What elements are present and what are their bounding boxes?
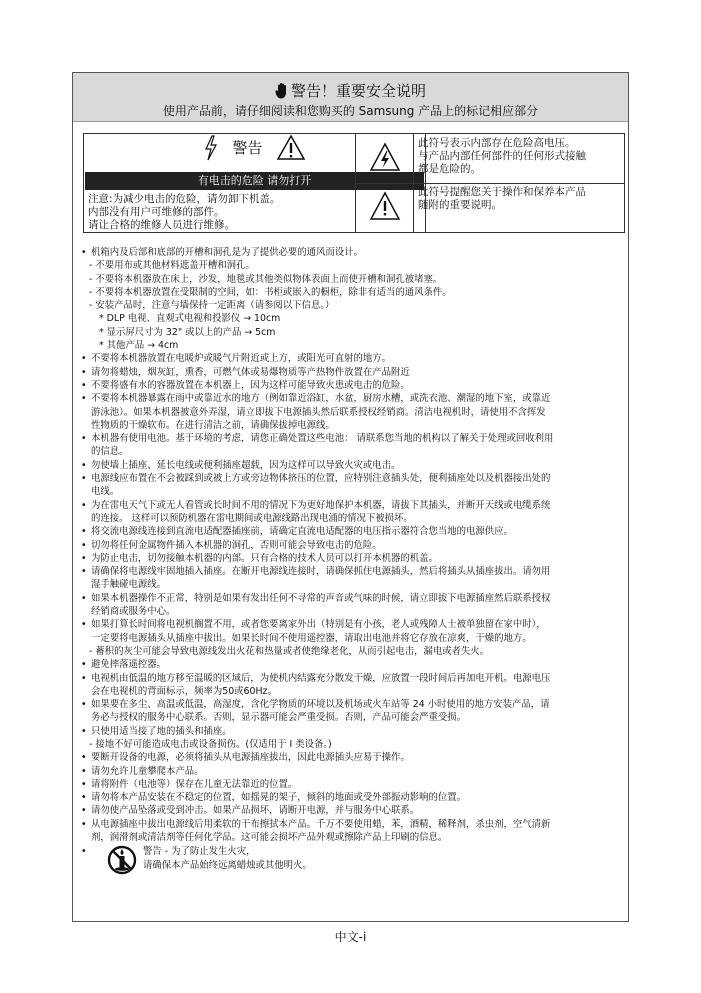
list-item: • 只使用适当接了地的插头和插座。 [81, 725, 232, 737]
warning-note: 注意:为减少电击的危险，请勿卸下机盖。 内部没有用户可维修的部件。 请让合格的维修人员进行维修。 [88, 193, 281, 231]
warning-label: 警告 [232, 139, 263, 157]
exclamation-triangle-icon [276, 134, 306, 161]
list-item: • 不要将本机器放置在电暖炉或暖气片附近或上方，或阳光可直射的地方。 [81, 353, 392, 365]
page-title [73, 80, 628, 101]
fire-warning-item: • 警告 - 为了防止发生火灾， 请确保本产品始终远离蜡烛或其他明火。 [81, 845, 621, 899]
notice-symbol-row [356, 183, 624, 232]
voltage-symbol-row [356, 134, 624, 184]
list-item: • 将交流电源线连接到直流电适配器插座前，请确定直流电适配器的电压指示器符合您当地的电源供应。 [81, 526, 513, 538]
list-item: • 不要将本机器暴露在雨中或靠近水的地方（例如靠近浴缸，水盆，厨房水槽，或洗衣池、潮湿的地下室，或靠近 游泳池）。如果本机器被意外弄湿，请立即拔下电源插头然后联系授权经销商。清洁电视机时，请使用不含挥发 性物质的干燥软布。在进行清洁之前，请确保拔掉电源线。 [81, 393, 551, 431]
exclamation-triangle-icon [369, 191, 401, 221]
header-banner [73, 73, 628, 122]
warning-bar: 有电击的危险 请勿打开 [85, 172, 424, 190]
list-item: • 如果本机器操作不正常，特别是如果有发出任何不寻常的声音或气味的时候，请立即拔下电源插座然后联系授权 经销商或服务中心。 [81, 592, 551, 618]
list-item: • 从电源插座中拔出电源线后用柔软的干布擦拭本产品。千万不要使用蜡，苯，酒精，稀释剂，杀虫剂，空气清新 剂，润滑剂或清洁剂等任何化学品。这可能会损坏产品外观或擦除产品上印刷的信息。 [81, 818, 551, 844]
list-item: • 切勿将任何金属物件插入本机器的洞孔，否则可能会导致电击的危险。 [81, 539, 382, 551]
page-subtitle: 使用产品前，请仔细阅读和您购买的 Samsung 产品上的标记相应部分 [162, 104, 539, 118]
list-item: • 请确保将电源线牢固地插入插座。在断开电源线连接时，请确保抓住电源插头，然后将插头从插座拔出。请勿用 湿手触碰电源线。 [81, 566, 551, 591]
list-item: • 如果要在多尘、高温或低温，高湿度，含化学物质的环境以及机场或火车站等 24 小时使用的地方安装产品，请 务必与授权的服务中心联系。否则，显示器可能会严重受损。否则，产品可能会严重受损。 [81, 699, 550, 724]
list-item: • 请将附件（电池等）保存在儿童无法靠近的位置。 [81, 778, 298, 790]
list-subitem: - 不要将本机器放在床上，沙发，地毯或其他类似物体表面上而使开槽和洞孔被堵塞。 [89, 273, 443, 285]
list-item: • 本机器有使用电池。基于环境的考虑，请您正确处置这些电池： 请联系您当地的机构以了解关于处理或回收利用 的信息。 [81, 433, 554, 458]
voltage-description: 此符号表示内部存在危险高电压。 与产品内部任何部件的任何形式接触 都是危险的。 [418, 137, 586, 175]
list-item: • 请勿将蜡烛，烟灰缸，熏香，可燃气体或易爆物质等产热物件放置在产品附近 [81, 366, 410, 378]
list-subitem: * 显示屏尺寸为 32" 或以上的产品 → 5cm [99, 326, 276, 338]
lightning-icon [203, 135, 219, 161]
high-voltage-triangle-icon [369, 142, 401, 172]
safety-instructions [81, 246, 621, 899]
list-subitem: - 不要将本机器放置在受限制的空间，如：书柜或嵌入的橱柜，除非有适当的通风条件。 [89, 286, 452, 298]
list-item: • 为在雷电天气下或无人看管或长时间不用的情况下为更好地保护本机器，请拔下其插头，并断开天线或电缆系统 的连接。 这样可以预防机器在雷电期间或电源线路出现电涌的情况下被损坏。 [81, 499, 551, 524]
list-item: • 电源线应布置在不会被踩到或被上方或旁边物体挤压的位置，应特别注意插头处，便利插座处以及机器接出处的 电线。 [81, 473, 551, 498]
title-text: 警告！重要安全说明 [290, 82, 426, 100]
list-item: • 勿使墙上插座、延长电线或便利插座超载，因为这样可以导致火灾或电击。 [81, 459, 401, 471]
list-item: • 为防止电击，切勿接触本机器的内部。只有合格的技术人员可以打开本机器的机盖。 [81, 552, 438, 564]
list-item: • 不要将盛有水的容器放置在本机器上，因为这样可能导致火患或电击的危险。 [81, 379, 410, 391]
symbol-explanation-box [355, 133, 625, 233]
list-subitem: * 其他产品 → 4cm [99, 340, 179, 352]
fire-warning-text: 警告 - 为了防止发生火灾， 请确保本产品始终远离蜡烛或其他明火。 [143, 846, 312, 871]
list-subitem: - 蓄积的灰尘可能会导致电源线发出火花和热量或者使绝缘老化，从而引起电击，漏电或者失火。 [89, 645, 490, 657]
list-item: • 如果打算长时间将电视机搁置不用，或者您要离家外出（特别是有小孩，老人或残障人士被单独留在家中时）， 一定要将电源插头从插座中拔出。如果长时间不使用遥控器，请取出电池并将它存放在凉爽，干燥的地方。 [81, 619, 546, 644]
list-item: • 要断开设备的电源，必须将插头从电源插座拔出，因此电源插头应易于操作。 [81, 752, 410, 764]
list-subitem: - 安装产品时，注意与墙保持一定距离（请参阅以下信息。） [89, 300, 335, 312]
hand-stop-icon [275, 82, 289, 99]
list-item: • 请勿使产品坠落或受到冲击。如果产品损坏，请断开电源，并与服务中心联系。 [81, 805, 420, 817]
list-item: • 请勿将本产品安装在不稳定的位置，如摇晃的架子，倾斜的地面或受外部振动影响的位置。 [81, 792, 467, 804]
list-item: • 请勿允许儿童攀爬本产品。 [81, 765, 204, 777]
list-subitem: * DLP 电视、直观式电视和投影仪 → 10cm [99, 313, 281, 325]
safety-frame [72, 72, 629, 922]
notice-description: 此符号提醒您关于操作和保养本产品 随附的重要说明。 [418, 186, 586, 211]
page-number: 中文-i [334, 930, 367, 944]
list-subitem: - 接地不好可能造成电击或设备损伤。(仅适用于 Ⅰ 类设备。) [89, 738, 332, 750]
list-subitem: - 不要用布或其他材料遮盖开槽和洞孔。 [89, 260, 255, 272]
no-candle-icon [107, 845, 137, 875]
list-item: • 避免摔落遥控器。 [81, 659, 167, 671]
list-item: • 机箱内及后部和底部的开槽和洞孔是为了提供必要的通风而设计。 [81, 247, 363, 258]
list-item: • 电视机由低温的地方移至温暖的区域后，为使机内结露充分散发干燥，应放置一段时间后再加电开机。电源电压 会在电视机的背面标示，频率为50或60Hz。 [81, 672, 551, 697]
